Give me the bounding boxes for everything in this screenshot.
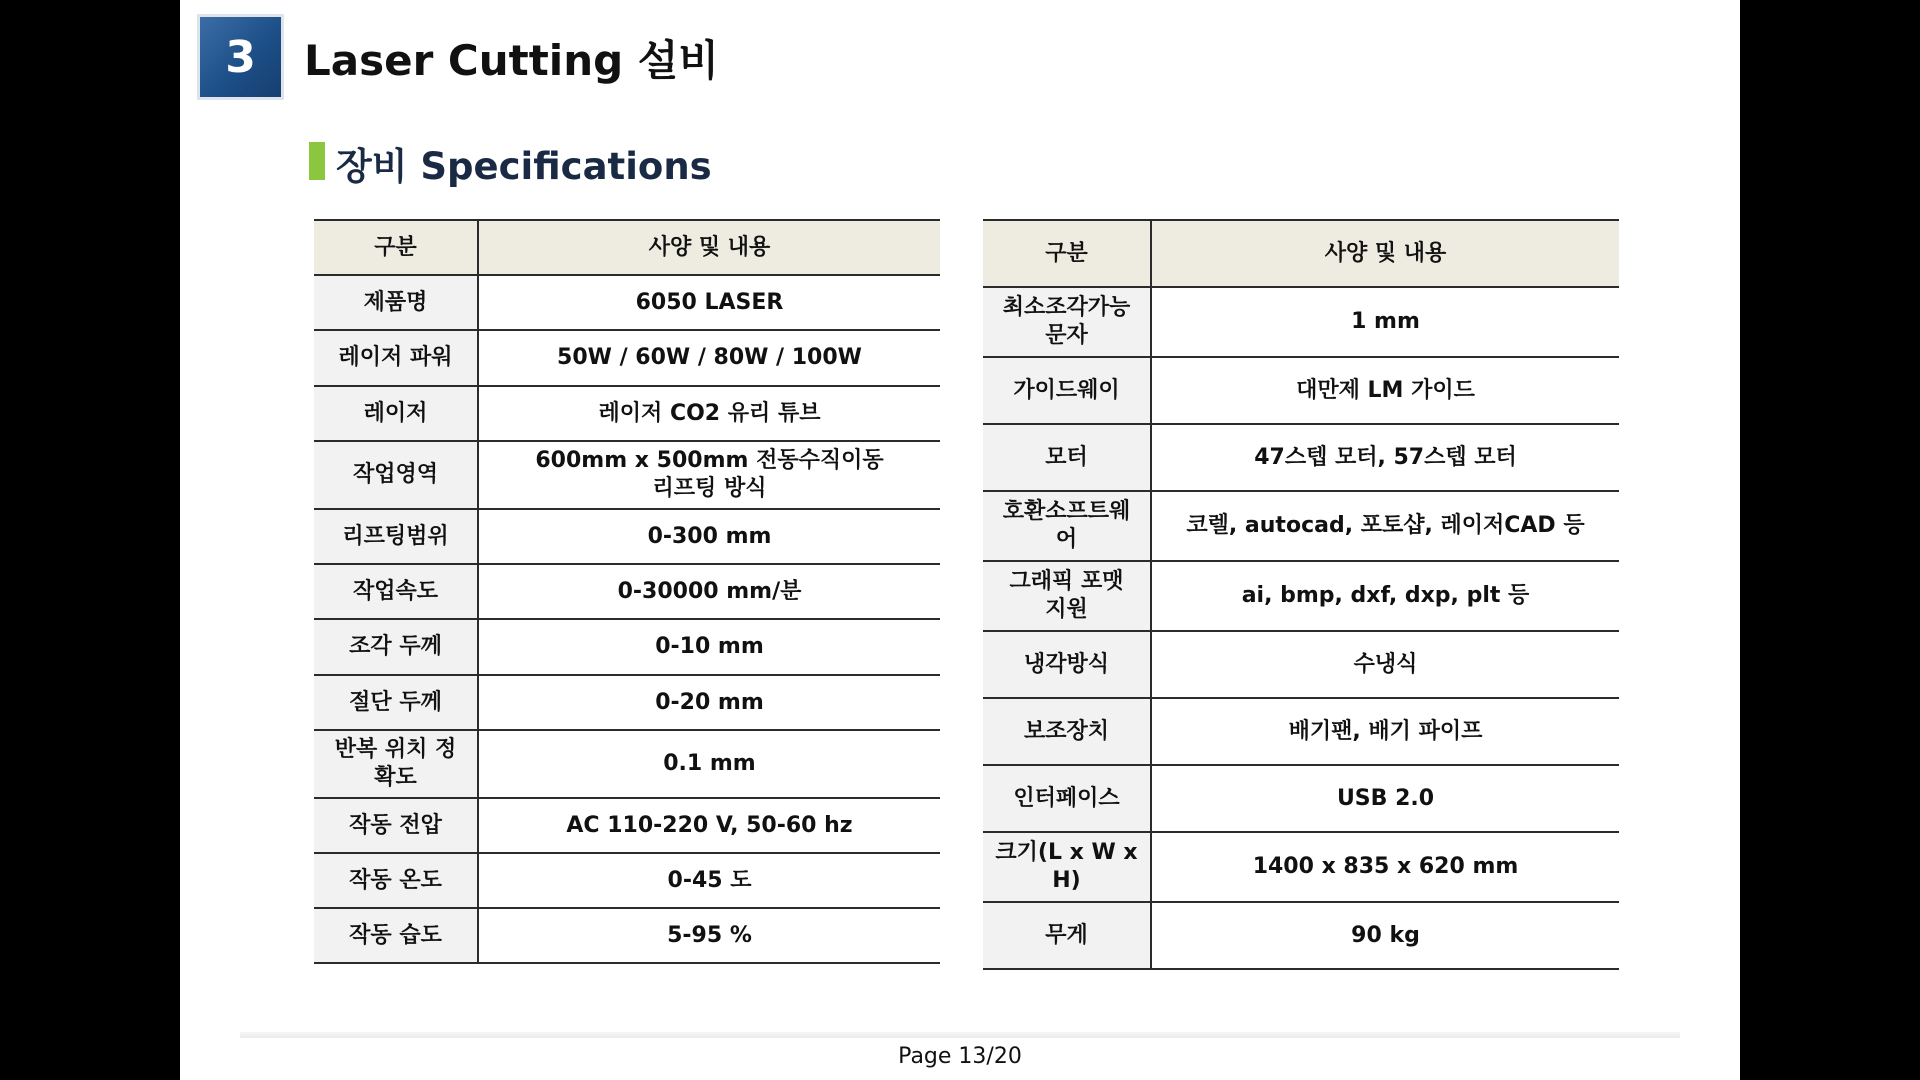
spec-value: 600mm x 500mm 전동수직이동 리프팅 방식 bbox=[478, 441, 940, 509]
table-row bbox=[314, 730, 940, 798]
table-row bbox=[314, 675, 940, 730]
spec-key: 무게 bbox=[983, 902, 1151, 969]
spec-value: 47스텝 모터, 57스텝 모터 bbox=[1151, 424, 1619, 491]
subtitle-marker bbox=[309, 142, 325, 180]
spec-value: 0-45 도 bbox=[478, 853, 940, 908]
table-row bbox=[314, 330, 940, 386]
spec-value: 0.1 mm bbox=[478, 730, 940, 798]
spec-key: 작업영역 bbox=[314, 441, 478, 509]
table-row bbox=[983, 491, 1619, 561]
left-spec-table bbox=[314, 219, 940, 964]
spec-key: 호환소프트웨 어 bbox=[983, 491, 1151, 561]
spec-value: 0-20 mm bbox=[478, 675, 940, 730]
page-title: Laser Cutting 설비 bbox=[304, 36, 719, 85]
spec-value: 배기팬, 배기 파이프 bbox=[1151, 698, 1619, 765]
spec-key: 크기(L x W x H) bbox=[983, 832, 1151, 902]
table-row bbox=[983, 287, 1619, 357]
spec-key: 레이저 bbox=[314, 386, 478, 441]
table-row bbox=[983, 698, 1619, 765]
spec-key: 인터페이스 bbox=[983, 765, 1151, 832]
table-row bbox=[983, 357, 1619, 424]
spec-value: 대만제 LM 가이드 bbox=[1151, 357, 1619, 424]
spec-key: 모터 bbox=[983, 424, 1151, 491]
table-row bbox=[983, 832, 1619, 902]
spec-value: 1400 x 835 x 620 mm bbox=[1151, 832, 1619, 902]
section-number-badge bbox=[197, 14, 284, 100]
spec-key: 제품명 bbox=[314, 275, 478, 330]
table-row bbox=[314, 908, 940, 963]
spec-value: 0-10 mm bbox=[478, 619, 940, 675]
spec-value: 1 mm bbox=[1151, 287, 1619, 357]
spec-key: 리프팅범위 bbox=[314, 509, 478, 564]
spec-key: 레이저 파워 bbox=[314, 330, 478, 386]
header-category: 구분 bbox=[314, 220, 478, 275]
table-row bbox=[983, 561, 1619, 631]
spec-value: 코렐, autocad, 포토샵, 레이저CAD 등 bbox=[1151, 491, 1619, 561]
right-spec-table bbox=[983, 219, 1619, 970]
table-row bbox=[314, 564, 940, 619]
spec-key: 최소조각가능 문자 bbox=[983, 287, 1151, 357]
subtitle: 장비 Specifications bbox=[336, 145, 712, 188]
footer-divider bbox=[240, 1032, 1680, 1038]
header-spec: 사양 및 내용 bbox=[1151, 220, 1619, 287]
table-row bbox=[314, 509, 940, 564]
table-row bbox=[314, 619, 940, 675]
spec-key: 그래픽 포맷 지원 bbox=[983, 561, 1151, 631]
spec-key: 보조장치 bbox=[983, 698, 1151, 765]
spec-value: 50W / 60W / 80W / 100W bbox=[478, 330, 940, 386]
spec-key: 절단 두께 bbox=[314, 675, 478, 730]
spec-key: 작동 온도 bbox=[314, 853, 478, 908]
spec-key: 냉각방식 bbox=[983, 631, 1151, 698]
table-row bbox=[314, 853, 940, 908]
spec-value: ai, bmp, dxf, dxp, plt 등 bbox=[1151, 561, 1619, 631]
spec-key: 작동 습도 bbox=[314, 908, 478, 963]
spec-value: 0-30000 mm/분 bbox=[478, 564, 940, 619]
spec-key: 가이드웨이 bbox=[983, 357, 1151, 424]
spec-value: 5-95 % bbox=[478, 908, 940, 963]
spec-value: USB 2.0 bbox=[1151, 765, 1619, 832]
table-row bbox=[314, 441, 940, 509]
header-category: 구분 bbox=[983, 220, 1151, 287]
spec-key: 작업속도 bbox=[314, 564, 478, 619]
section-number: 3 bbox=[225, 31, 256, 83]
spec-value: AC 110-220 V, 50-60 hz bbox=[478, 798, 940, 853]
page-number: Page 13/20 bbox=[898, 1044, 1022, 1069]
table-row bbox=[983, 424, 1619, 491]
table-header-row bbox=[314, 220, 940, 275]
table-row bbox=[314, 275, 940, 330]
spec-value: 레이저 CO2 유리 튜브 bbox=[478, 386, 940, 441]
table-row bbox=[983, 631, 1619, 698]
spec-value: 90 kg bbox=[1151, 902, 1619, 969]
header-spec: 사양 및 내용 bbox=[478, 220, 940, 275]
spec-value: 6050 LASER bbox=[478, 275, 940, 330]
spec-key: 반복 위치 정 확도 bbox=[314, 730, 478, 798]
table-row bbox=[983, 902, 1619, 969]
slide bbox=[180, 0, 1740, 1080]
spec-key: 조각 두께 bbox=[314, 619, 478, 675]
table-row bbox=[314, 386, 940, 441]
spec-key: 작동 전압 bbox=[314, 798, 478, 853]
table-header-row bbox=[983, 220, 1619, 287]
spec-value: 0-300 mm bbox=[478, 509, 940, 564]
table-row bbox=[314, 798, 940, 853]
table-row bbox=[983, 765, 1619, 832]
spec-value: 수냉식 bbox=[1151, 631, 1619, 698]
